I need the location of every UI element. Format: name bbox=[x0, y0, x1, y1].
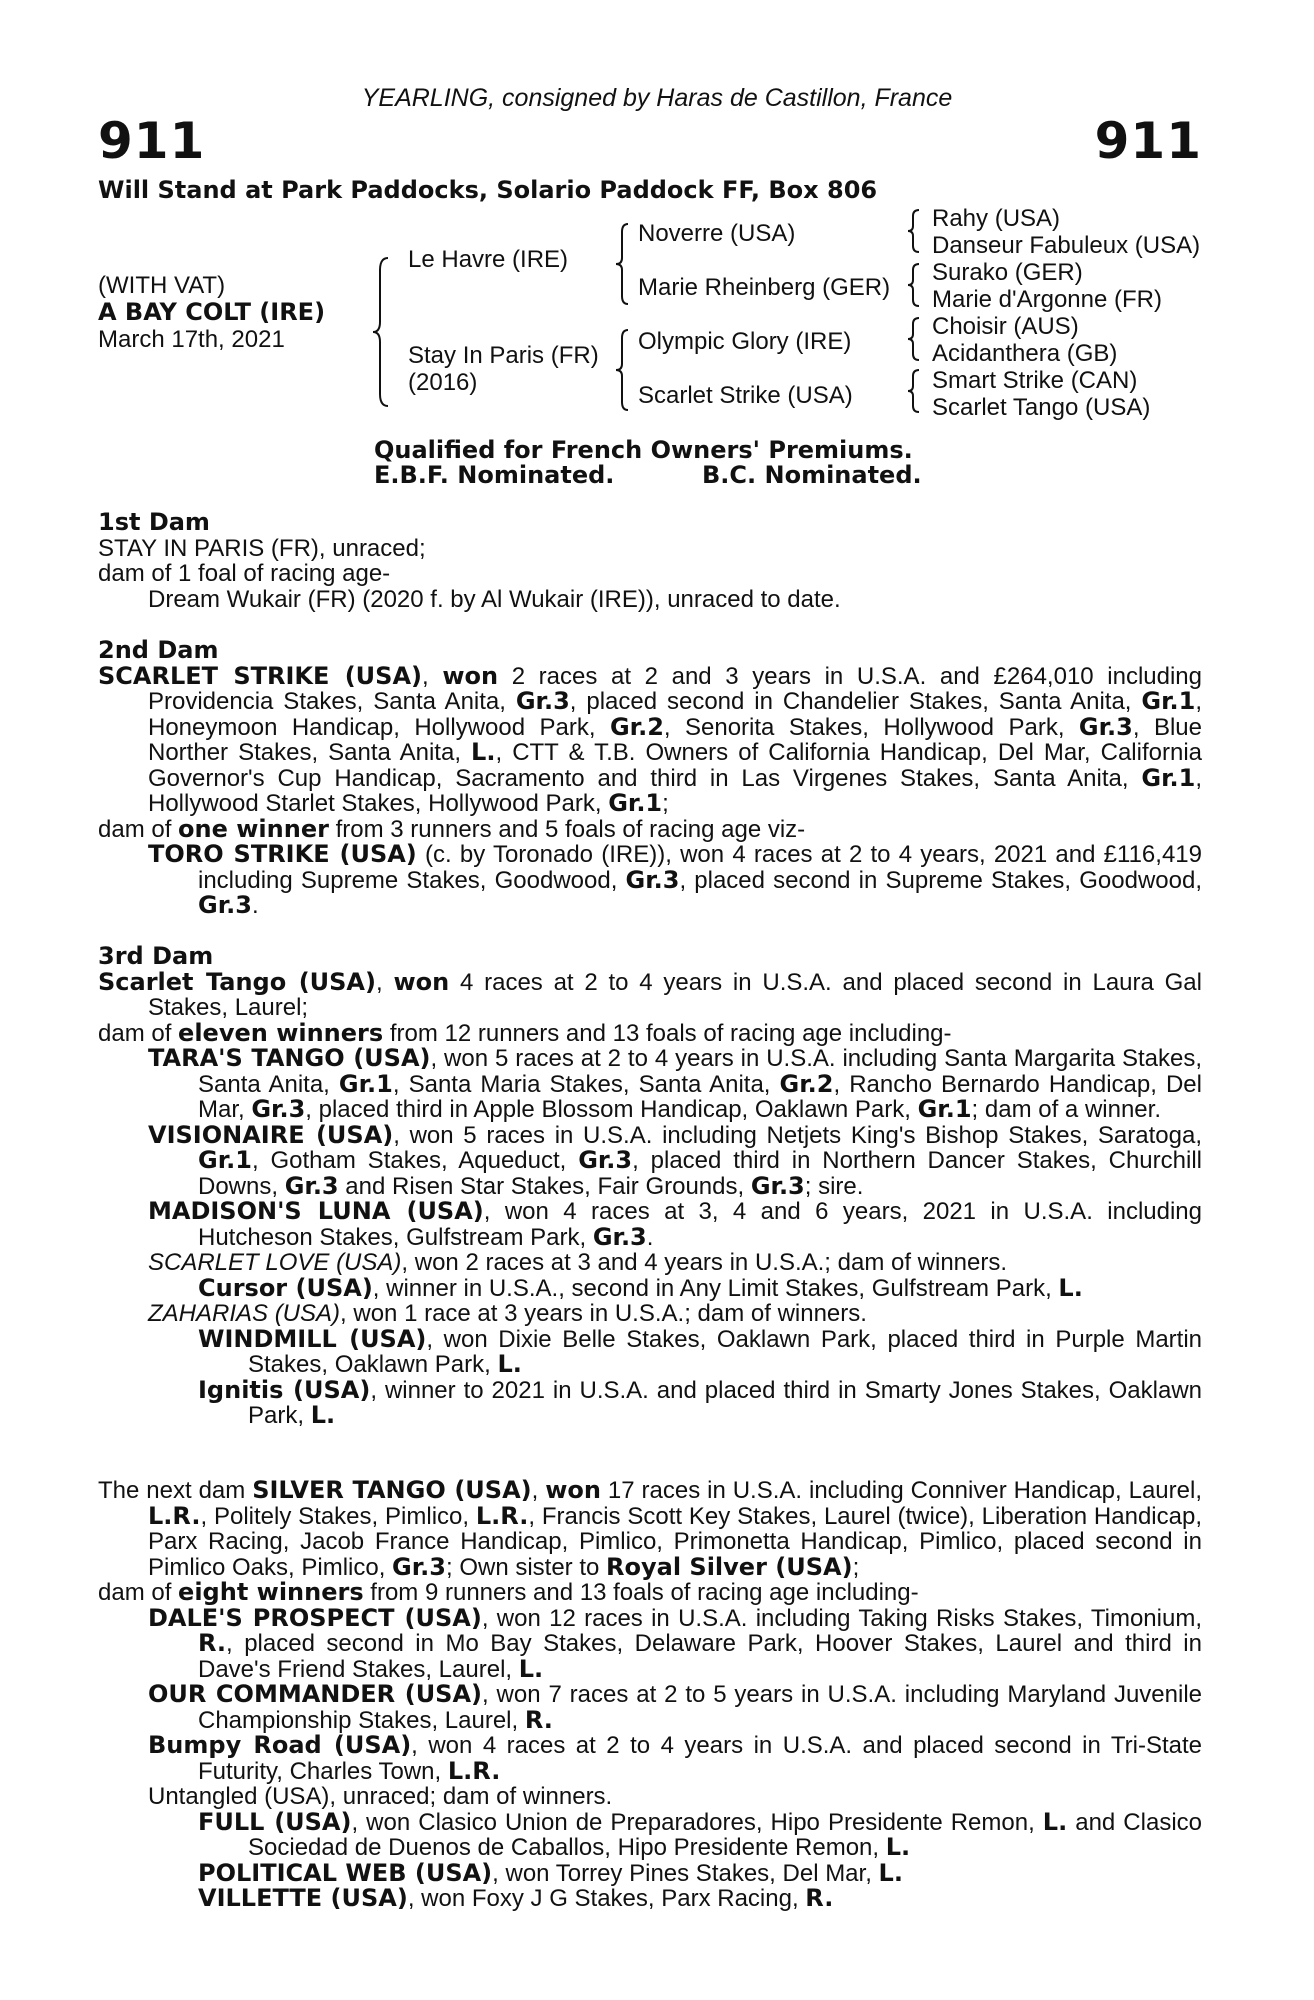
second-dam-section bbox=[98, 638, 1202, 919]
header-subtitle: YEARLING, consigned by Haras de Castillon, France bbox=[361, 84, 953, 112]
pedigree-sss: Rahy (USA) bbox=[932, 205, 1061, 232]
next-dam-produce: dam of eight winners from 9 runners and 13 foals of racing age including- bbox=[98, 1578, 919, 1606]
political-web: POLITICAL WEB (USA), won Torrey Pines Stakes, Del Mar, L. bbox=[198, 1858, 903, 1887]
full: FULL (USA), won Clasico Union de Preparadores, Hipo Presidente Remon, L. and Clasico Sociedad de Duenos de Caballos, Hipo Presidente Remon, L. bbox=[198, 1807, 1202, 1861]
dales-prospect: DALE'S PROSPECT (USA), won 12 races in U.S.A. including Taking Risks Stakes, Timonium, R., placed second in Mo Bay Stakes, Delaware Park, Hoover Stakes, Laurel and third in Dave's Friend Stakes, Laurel, L. bbox=[148, 1603, 1202, 1683]
pedigree-sds: Surako (GER) bbox=[932, 259, 1083, 286]
pedigree-sdd: Marie d'Argonne (FR) bbox=[932, 286, 1162, 313]
first-dam-foal: Dream Wukair (FR) (2020 f. by Al Wukair (IRE)), unraced to date. bbox=[148, 585, 841, 613]
pedigree-dam-year: (2016) bbox=[408, 369, 478, 396]
stand-location: Will Stand at Park Paddocks, Solario Paddock FF, Box 806 bbox=[98, 176, 878, 204]
third-dam-section bbox=[98, 944, 1202, 1429]
pedigree-ssd: Danseur Fabuleux (USA) bbox=[932, 232, 1201, 259]
pedigree-dss: Choisir (AUS) bbox=[932, 313, 1079, 340]
ebf-nominated: E.B.F. Nominated. bbox=[374, 461, 615, 489]
pedigree-sire: Le Havre (IRE) bbox=[408, 246, 569, 273]
next-dam-record: The next dam SILVER TANGO (USA), won 17 races in U.S.A. including Conniver Handicap, Laurel, L.R., Politely Stakes, Pimlico, L.R., Francis Scott Key Stakes, Laurel (twice), Liberation Handicap, Parx Racing, Jacob France Handicap, Pimlico, Primonetta Handicap, Pimlico, placed second in Pimlico Oaks, Pimlico, Gr.3; Own sister to Royal Silver (USA); bbox=[98, 1476, 1202, 1581]
next-dam-section bbox=[98, 1478, 1202, 1912]
horse-name: A BAY COLT (IRE) bbox=[98, 298, 326, 326]
untangled: Untangled (USA), unraced; dam of winners. bbox=[148, 1783, 613, 1810]
first-dam-line1: STAY IN PARIS (FR), unraced; bbox=[98, 534, 426, 562]
taras-tango: TARA'S TANGO (USA), won 5 races at 2 to 4 years in U.S.A. including Santa Margarita Stakes, Santa Anita, Gr.1, Santa Maria Stakes, Santa Anita, Gr.2, Rancho Bernardo Handicap, Del Mar, Gr.3, placed third in Apple Blossom Handicap, Oaklawn Park, Gr.1; dam of a winner. bbox=[148, 1044, 1202, 1123]
french-premiums: Qualified for French Owners' Premiums. bbox=[374, 436, 913, 464]
horse-dob: March 17th, 2021 bbox=[98, 326, 285, 353]
pedigree-ddd: Scarlet Tango (USA) bbox=[932, 394, 1151, 421]
pedigree-sire-dam: Marie Rheinberg (GER) bbox=[638, 274, 891, 301]
pedigree-brace-dam bbox=[614, 328, 632, 412]
lot-number-right: 911 bbox=[1094, 112, 1202, 170]
lot-number-left: 911 bbox=[98, 112, 206, 170]
third-dam-record: Scarlet Tango (USA), won 4 races at 2 to 4 years in U.S.A. and placed second in Laura Gal Stakes, Laurel; bbox=[98, 967, 1202, 1021]
pedigree-sire-sire: Noverre (USA) bbox=[638, 220, 796, 247]
pedigree-brace-sd bbox=[906, 262, 922, 308]
pedigree-dam-dam: Scarlet Strike (USA) bbox=[638, 382, 853, 409]
bc-nominated: B.C. Nominated. bbox=[702, 461, 922, 489]
bumpy-road: Bumpy Road (USA), won 4 races at 2 to 4 years in U.S.A. and placed second in Tri-State Futurity, Charles Town, L.R. bbox=[148, 1731, 1202, 1785]
first-dam-line2: dam of 1 foal of racing age- bbox=[98, 560, 391, 587]
zaharias: ZAHARIAS (USA), won 1 race at 3 years in U.S.A.; dam of winners. bbox=[148, 1300, 867, 1327]
scarlet-love: SCARLET LOVE (USA), won 2 races at 3 and 4 years in U.S.A.; dam of winners. bbox=[148, 1249, 1008, 1276]
pedigree-brace-ss bbox=[906, 208, 922, 254]
pedigree-dsd: Acidanthera (GB) bbox=[932, 340, 1118, 367]
pedigree-dds: Smart Strike (CAN) bbox=[932, 367, 1138, 394]
second-dam-produce: dam of one winner from 3 runners and 5 foals of racing age viz- bbox=[98, 814, 806, 843]
ignitis: Ignitis (USA), winner to 2021 in U.S.A. and placed third in Smarty Jones Stakes, Oaklawn Park, L. bbox=[198, 1375, 1202, 1429]
our-commander: OUR COMMANDER (USA), won 7 races at 2 to 5 years in U.S.A. including Maryland Juvenile Championship Stakes, Laurel, R. bbox=[148, 1680, 1202, 1734]
pedigree-dam: Stay In Paris (FR) bbox=[408, 342, 599, 369]
first-dam-section bbox=[98, 510, 1202, 612]
madisons-luna: MADISON'S LUNA (USA), won 4 races at 3, 4 and 6 years, 2021 in U.S.A. including Hutcheson Stakes, Gulfstream Park, Gr.3. bbox=[148, 1197, 1202, 1251]
windmill: WINDMILL (USA), won Dixie Belle Stakes, Oaklawn Park, placed third in Purple Martin Stakes, Oaklawn Park, L. bbox=[198, 1324, 1203, 1378]
pedigree-brace-main bbox=[370, 256, 392, 408]
third-dam-produce: dam of eleven winners from 12 runners and 13 foals of racing age including- bbox=[98, 1018, 952, 1047]
third-dam-heading: 3rd Dam bbox=[98, 942, 214, 970]
cursor: Cursor (USA), winner in U.S.A., second in Any Limit Stakes, Gulfstream Park, L. bbox=[198, 1273, 1083, 1302]
pedigree-dam-sire: Olympic Glory (IRE) bbox=[638, 328, 852, 355]
second-dam-record: SCARLET STRIKE (USA), won 2 races at 2 and 3 years in U.S.A. and £264,010 including Providencia Stakes, Santa Anita, Gr.3, placed second in Chandelier Stakes, Santa Anita, Gr.1, Honeymoon Handicap, Hollywood Park, Gr.2, Senorita Stakes, Hollywood Park, Gr.3, Blue Norther Stakes, Santa Anita, L., CTT & T.B. Owners of California Handicap, Del Mar, California Governor's Cup Handicap, Sacramento and third in Las Virgenes Stakes, Santa Anita, Gr.1, Hollywood Starlet Stakes, Hollywood Park, Gr.1; bbox=[98, 661, 1203, 817]
second-dam-heading: 2nd Dam bbox=[98, 636, 219, 664]
visionaire: VISIONAIRE (USA), won 5 races in U.S.A. including Netjets King's Bishop Stakes, Saratoga, Gr.1, Gotham Stakes, Aqueduct, Gr.3, placed third in Northern Dancer Stakes, Churchill Downs, Gr.3 and Risen Star Stakes, Fair Grounds, Gr.3; sire. bbox=[148, 1120, 1203, 1200]
pedigree-brace-sire bbox=[614, 222, 632, 306]
first-dam-heading: 1st Dam bbox=[98, 508, 210, 536]
pedigree-brace-ds bbox=[906, 316, 922, 362]
pedigree-brace-dd bbox=[906, 368, 922, 414]
toro-strike: TORO STRIKE (USA) (c. by Toronado (IRE)), won 4 races at 2 to 4 years, 2021 and £116,419 including Supreme Stakes, Goodwood, Gr.3, placed second in Supreme Stakes, Goodwood, Gr.3. bbox=[148, 840, 1202, 919]
vat-label: (WITH VAT) bbox=[98, 272, 226, 299]
villette: VILLETTE (USA), won Foxy J G Stakes, Parx Racing, R. bbox=[198, 1884, 834, 1912]
